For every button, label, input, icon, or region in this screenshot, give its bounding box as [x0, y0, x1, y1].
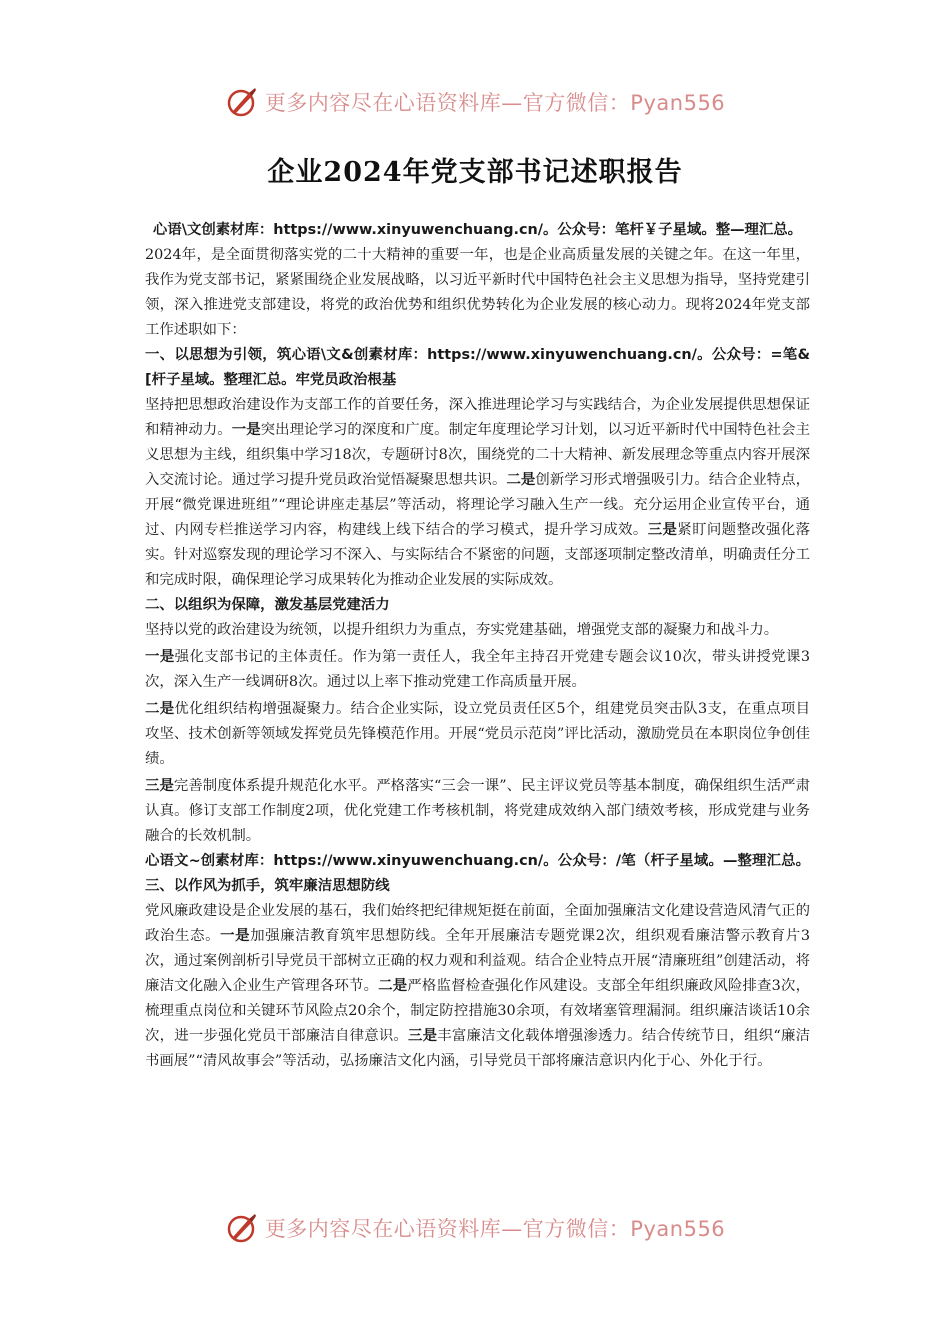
footer-banner	[0, 1208, 950, 1248]
section-3-heading: 心语文~创素材库：https://www.xinyuwenchuang.cn/。公众号：/笔（杆子星域。—整理汇总。三、以作风为抓手，筑牢廉洁思想防线	[145, 853, 810, 894]
banner-text: 更多内容尽在心语资料库—官方微信：Pyan556	[264, 91, 726, 115]
brush-logo-icon	[225, 85, 259, 119]
header-banner	[0, 82, 950, 122]
document-body	[145, 218, 810, 1074]
section-2-intro: 坚持以党的政治建设为统领，以提升组织力为重点，夯实党建基础，增强党支部的凝聚力和战斗力。	[145, 622, 779, 638]
intro-paragraph: 2024年，是全面贯彻落实党的二十大精神的重要一年，也是企业高质量发展的关键之年。在这一年里，我作为党支部书记，紧紧围绕企业发展战略，以习近平新时代中国特色社会主义思想为指导，坚持党建引领，深入推进党支部建设，将党的政治优势和组织优势转化为企业发展的核心动力。现将2024年党支部工作述职如下：	[145, 247, 810, 338]
document-title: 企业2024年党支部书记述职报告	[267, 157, 683, 188]
brush-logo-icon	[225, 1211, 259, 1245]
banner-text: 更多内容尽在心语资料库—官方微信：Pyan556	[264, 1217, 726, 1241]
section-1-paragraph: 坚持把思想政治建设作为支部工作的首要任务，深入推进理论学习与实践结合，为企业发展提供思想保证和精神动力。一是突出理论学习的深度和广度。制定年度理论学习计划，以习近平新时代中国特色社会主义思想为主线，组织集中学习18次，专题研讨8次，围绕党的二十大精神、新发展理念等重点内容开展深入交流讨论。通过学习提升党员政治觉悟凝聚思想共识。二是创新学习形式增强吸引力。结合企业特点，开展“微党课进班组”“理论讲座走基层”等活动，将理论学习融入生产一线。充分运用企业宣传平台，通过、内网专栏推送学习内容，构建线上线下结合的学习模式，提升学习成效。三是紧盯问题整改强化落实。针对巡察发现的理论学习不深入、与实际结合不紧密的问题，支部逐项制定整改清单，明确责任分工和完成时限，确保理论学习成果转化为推动企业发展的实际成效。	[145, 397, 810, 588]
section-2-item-1: 一是强化支部书记的主体责任。作为第一责任人，我全年主持召开党建专题会议10次，带头讲授党课3次，深入生产一线调研8次。通过以上率下推动党建工作高质量开展。	[145, 649, 810, 690]
source-line: 心语\文创素材库：https://www.xinyuwenchuang.cn/。公众号：笔杆￥子星域。整—理汇总。	[152, 222, 803, 238]
section-2-heading: 二、以组织为保障，激发基层党建活力	[145, 597, 390, 613]
section-2-item-2: 二是优化组织结构增强凝聚力。结合企业实际，设立党员责任区5个，组建党员突击队3支，在重点项目攻坚、技术创新等领域发挥党员先锋模范作用。开展“党员示范岗”评比活动，激励党员在本职岗位争创佳绩。	[145, 701, 810, 767]
section-1-heading: 一、以思想为引领，筑心语\文&创素材库：https://www.xinyuwenchuang.cn/。公众号：=笔&[杆子星域。整理汇总。牢党员政治根基	[145, 347, 810, 388]
section-2-item-3: 三是完善制度体系提升规范化水平。严格落实“三会一课”、民主评议党员等基本制度，确保组织生活严肃认真。修订支部工作制度2项，优化党建工作考核机制，将党建成效纳入部门绩效考核，形成党建与业务融合的长效机制。	[145, 778, 810, 844]
section-3-paragraph: 党风廉政建设是企业发展的基石，我们始终把纪律规矩挺在前面，全面加强廉洁文化建设营造风清气正的政治生态。一是加强廉洁教育筑牢思想防线。全年开展廉洁专题党课2次，组织观看廉洁警示教育片3次，通过案例剖析引导党员干部树立正确的权力观和利益观。结合企业特点开展“清廉班组”创建活动，将廉洁文化融入企业生产管理各环节。二是严格监督检查强化作风建设。支部全年组织廉政风险排查3次，梳理重点岗位和关键环节风险点20余个，制定防控措施30余项，有效堵塞管理漏洞。组织廉洁谈话10余次，进一步强化党员干部廉洁自律意识。三是丰富廉洁文化载体增强渗透力。结合传统节日，组织“廉洁书画展”“清风故事会”等活动，弘扬廉洁文化内涵，引导党员干部将廉洁意识内化于心、外化于行。	[145, 903, 810, 1069]
